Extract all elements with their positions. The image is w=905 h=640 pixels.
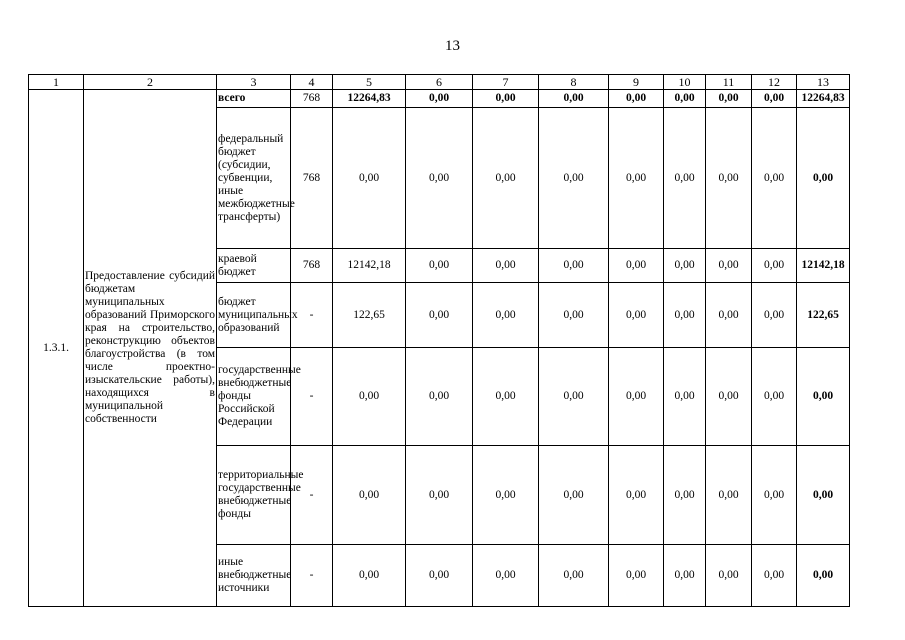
value-cell: 0,00 — [473, 249, 539, 283]
header-cell: 11 — [706, 75, 752, 90]
value-cell: 0,00 — [473, 348, 539, 446]
value-cell: 0,00 — [752, 283, 797, 348]
value-cell: 0,00 — [706, 90, 752, 108]
value-cell: 0,00 — [706, 283, 752, 348]
value-cell: 0,00 — [473, 446, 539, 545]
header-cell: 2 — [84, 75, 217, 90]
value-cell: 0,00 — [473, 545, 539, 607]
value-cell: 0,00 — [752, 249, 797, 283]
budget-code: - — [291, 348, 333, 446]
header-cell: 6 — [406, 75, 473, 90]
value-cell: 0,00 — [609, 545, 664, 607]
budget-code: 768 — [291, 90, 333, 108]
budget-code: - — [291, 283, 333, 348]
funding-source: всего — [217, 90, 291, 108]
funding-source: иные внебюджетные источники — [217, 545, 291, 607]
header-cell: 8 — [539, 75, 609, 90]
header-cell: 5 — [333, 75, 406, 90]
item-number: 1.3.1. — [29, 90, 84, 607]
funding-source: территориальные государственные внебюджетные фонды — [217, 446, 291, 545]
value-cell: 0,00 — [609, 249, 664, 283]
value-cell: 0,00 — [664, 446, 706, 545]
value-cell: 0,00 — [706, 545, 752, 607]
value-cell: 0,00 — [473, 108, 539, 249]
value-cell: 0,00 — [406, 348, 473, 446]
value-cell: 0,00 — [333, 108, 406, 249]
value-cell: 0,00 — [706, 348, 752, 446]
value-cell: 0,00 — [539, 446, 609, 545]
value-cell: 0,00 — [539, 545, 609, 607]
value-cell: 0,00 — [752, 348, 797, 446]
table-row — [29, 90, 850, 108]
value-cell: 0,00 — [706, 249, 752, 283]
funding-source: краевой бюджет — [217, 249, 291, 283]
value-cell: 0,00 — [539, 108, 609, 249]
value-cell: 0,00 — [609, 348, 664, 446]
value-cell: 0,00 — [539, 283, 609, 348]
value-cell: 0,00 — [664, 545, 706, 607]
value-cell: 0,00 — [706, 446, 752, 545]
value-cell: 0,00 — [406, 249, 473, 283]
value-cell: 0,00 — [797, 348, 850, 446]
value-cell: 0,00 — [797, 446, 850, 545]
value-cell: 0,00 — [406, 108, 473, 249]
value-cell: 0,00 — [473, 283, 539, 348]
value-cell: 0,00 — [752, 446, 797, 545]
value-cell: 0,00 — [406, 545, 473, 607]
value-cell: 0,00 — [406, 446, 473, 545]
value-cell: 0,00 — [706, 108, 752, 249]
value-cell: 0,00 — [664, 348, 706, 446]
value-cell: 12264,83 — [797, 90, 850, 108]
value-cell: 0,00 — [664, 90, 706, 108]
value-cell: 0,00 — [664, 283, 706, 348]
funding-source: государственные внебюджетные фонды Российской Федерации — [217, 348, 291, 446]
value-cell: 0,00 — [333, 348, 406, 446]
header-cell: 4 — [291, 75, 333, 90]
header-cell: 13 — [797, 75, 850, 90]
value-cell: 0,00 — [539, 348, 609, 446]
header-cell: 7 — [473, 75, 539, 90]
value-cell: 0,00 — [609, 108, 664, 249]
value-cell: 0,00 — [333, 446, 406, 545]
header-cell: 9 — [609, 75, 664, 90]
value-cell: 0,00 — [609, 446, 664, 545]
value-cell: 0,00 — [539, 90, 609, 108]
header-row — [29, 75, 850, 90]
budget-table — [28, 74, 850, 607]
value-cell: 0,00 — [752, 90, 797, 108]
item-description: Предоставление субсидий бюджетам муниципальных образований Приморского края на строительство, реконструкцию объектов благоустройства (в том числе проектно-изыскательские работы), находящихся в муниципальной собственности — [84, 90, 217, 607]
value-cell: 0,00 — [752, 545, 797, 607]
value-cell: 0,00 — [609, 283, 664, 348]
funding-source: федеральный бюджет (субсидии, субвенции, иные межбюджетные трансферты) — [217, 108, 291, 249]
header-cell: 12 — [752, 75, 797, 90]
value-cell: 0,00 — [406, 283, 473, 348]
budget-code: - — [291, 545, 333, 607]
funding-source: бюджет муниципальных образований — [217, 283, 291, 348]
value-cell: 0,00 — [473, 90, 539, 108]
value-cell: 0,00 — [664, 249, 706, 283]
value-cell: 0,00 — [609, 90, 664, 108]
value-cell: 0,00 — [752, 108, 797, 249]
value-cell: 12142,18 — [797, 249, 850, 283]
page-number: 13 — [445, 38, 460, 54]
budget-code: - — [291, 446, 333, 545]
value-cell: 12142,18 — [333, 249, 406, 283]
value-cell: 0,00 — [333, 545, 406, 607]
header-cell: 10 — [664, 75, 706, 90]
value-cell: 0,00 — [406, 90, 473, 108]
budget-code: 768 — [291, 108, 333, 249]
value-cell: 122,65 — [797, 283, 850, 348]
header-cell: 3 — [217, 75, 291, 90]
value-cell: 0,00 — [797, 108, 850, 249]
budget-code: 768 — [291, 249, 333, 283]
value-cell: 0,00 — [664, 108, 706, 249]
header-cell: 1 — [29, 75, 84, 90]
value-cell: 12264,83 — [333, 90, 406, 108]
value-cell: 0,00 — [539, 249, 609, 283]
value-cell: 122,65 — [333, 283, 406, 348]
value-cell: 0,00 — [797, 545, 850, 607]
